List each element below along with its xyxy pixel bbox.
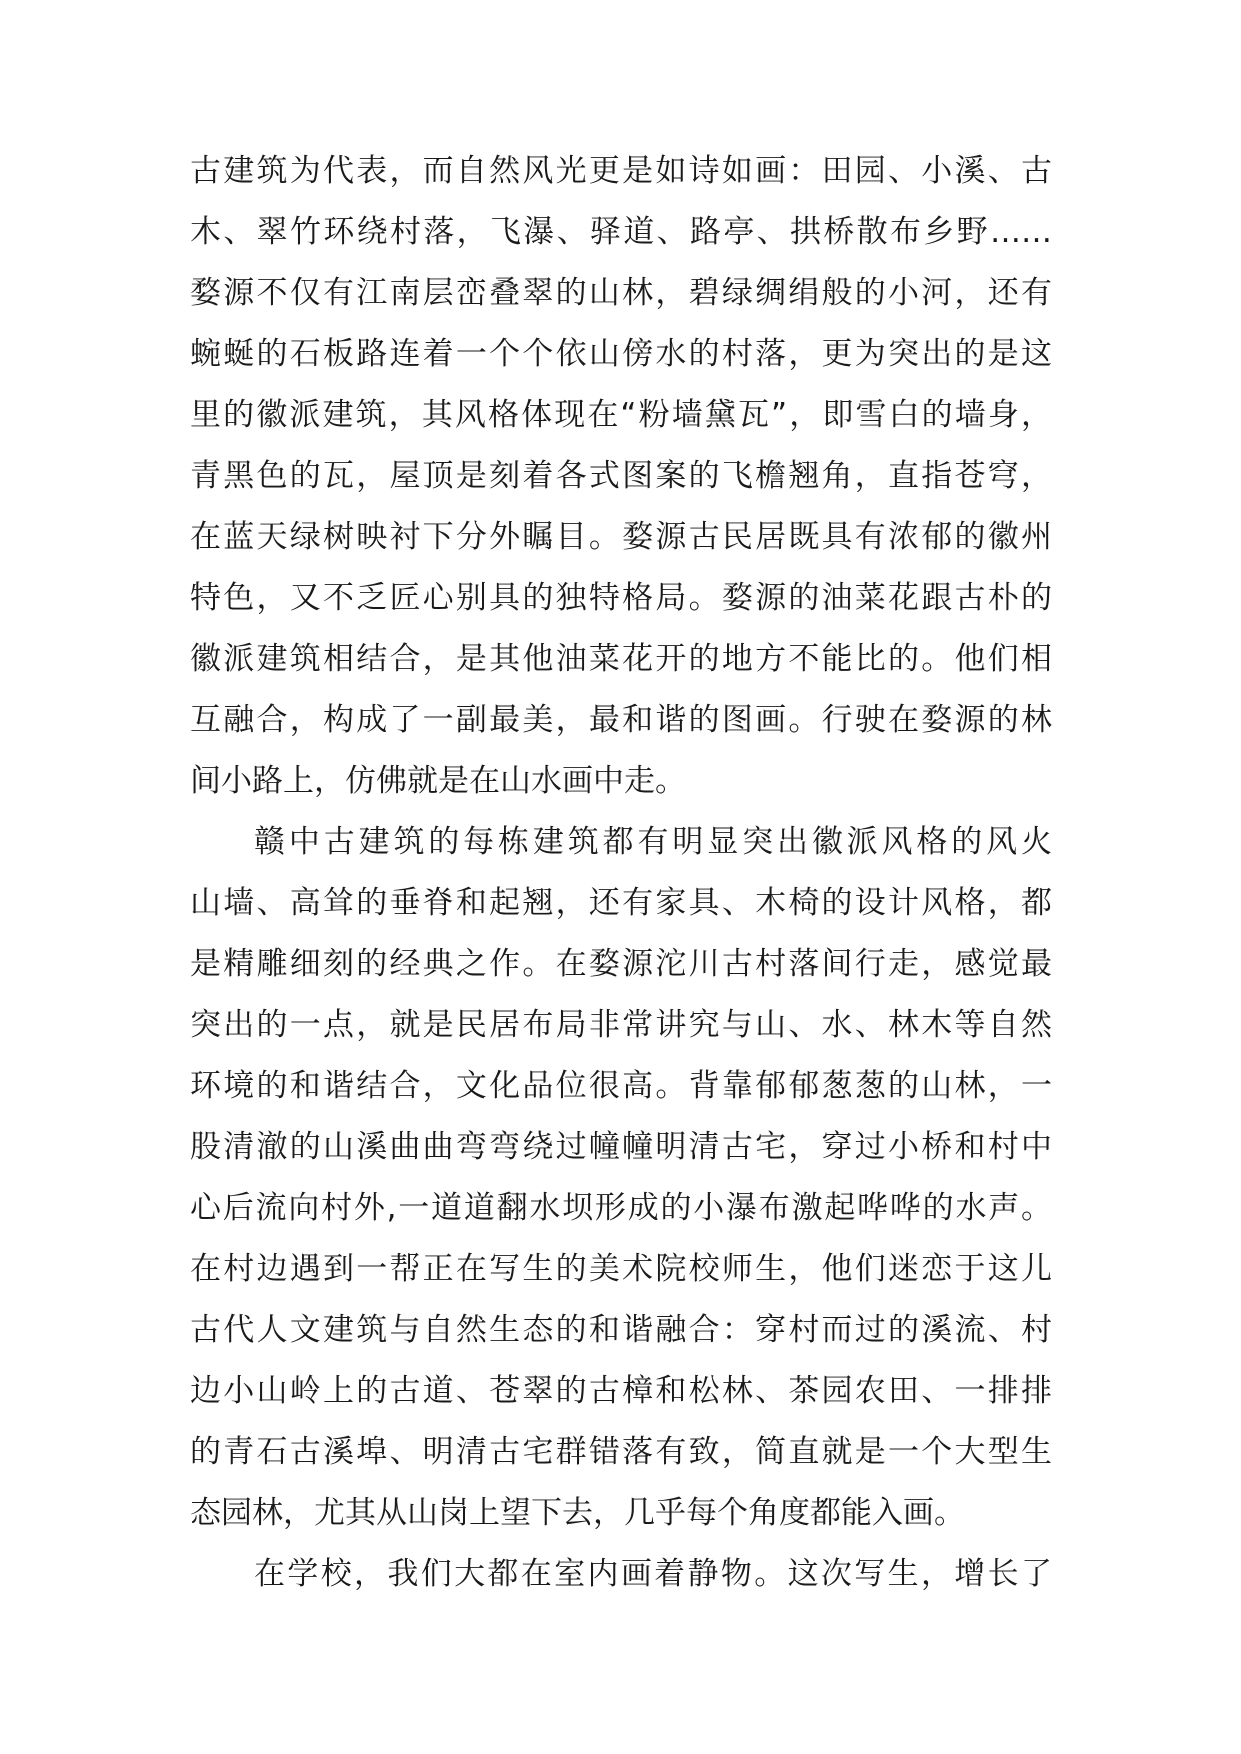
text-line: 蜿蜒的石板路连着一个个依山傍水的村落，更为突出的是这 xyxy=(190,336,1052,372)
text-line: 间小路上，仿佛就是在山水画中走。 xyxy=(190,763,686,799)
text-line: 互融合，构成了一副最美，最和谐的图画。行驶在婺源的林 xyxy=(190,702,1052,738)
text-line: 山墙、高耸的垂脊和起翘，还有家具、木椅的设计风格，都 xyxy=(190,885,1052,921)
text-line: 心后流向村外,一道道翻水坝形成的小瀑布激起哗哗的水声。 xyxy=(190,1190,1052,1226)
text-line: 木、翠竹环绕村落，飞瀑、驿道、路亭、拱桥散布乡野…… xyxy=(190,214,1052,250)
paragraph-first-line: 在学校，我们大都在室内画着静物。这次写生，增长了 xyxy=(254,1556,1052,1592)
text-line: 突出的一点，就是民居布局非常讲究与山、水、林木等自然 xyxy=(190,1007,1052,1043)
text-line: 古代人文建筑与自然生态的和谐融合：穿村而过的溪流、村 xyxy=(190,1312,1052,1348)
text-line: 边小山岭上的古道、苍翠的古樟和松林、茶园农田、一排排 xyxy=(190,1373,1052,1409)
paragraph-first-line: 赣中古建筑的每栋建筑都有明显突出徽派风格的风火 xyxy=(254,824,1052,860)
text-line: 青黑色的瓦，屋顶是刻着各式图案的飞檐翘角，直指苍穹， xyxy=(190,458,1052,494)
text-line: 的青石古溪埠、明清古宅群错落有致，简直就是一个大型生 xyxy=(190,1434,1052,1470)
text-line: 里的徽派建筑，其风格体现在“粉墙黛瓦”，即雪白的墙身， xyxy=(190,397,1052,433)
text-line: 在村边遇到一帮正在写生的美术院校师生，他们迷恋于这儿 xyxy=(190,1251,1052,1287)
text-line: 在蓝天绿树映衬下分外瞩目。婺源古民居既具有浓郁的徽州 xyxy=(190,519,1052,555)
text-line: 环境的和谐结合，文化品位很高。背靠郁郁葱葱的山林，一 xyxy=(190,1068,1052,1104)
text-line: 股清澈的山溪曲曲弯弯绕过幢幢明清古宅，穿过小桥和村中 xyxy=(190,1129,1052,1165)
text-line: 古建筑为代表，而自然风光更是如诗如画：田园、小溪、古 xyxy=(190,153,1052,189)
text-line: 婺源不仅有江南层峦叠翠的山林，碧绿绸绢般的小河，还有 xyxy=(190,275,1052,311)
text-line: 是精雕细刻的经典之作。在婺源沱川古村落间行走，感觉最 xyxy=(190,946,1052,982)
text-line: 特色，又不乏匠心别具的独特格局。婺源的油菜花跟古朴的 xyxy=(190,580,1052,616)
text-line: 徽派建筑相结合，是其他油菜花开的地方不能比的。他们相 xyxy=(190,641,1052,677)
text-line: 态园林，尤其从山岗上望下去，几乎每个角度都能入画。 xyxy=(190,1495,965,1531)
